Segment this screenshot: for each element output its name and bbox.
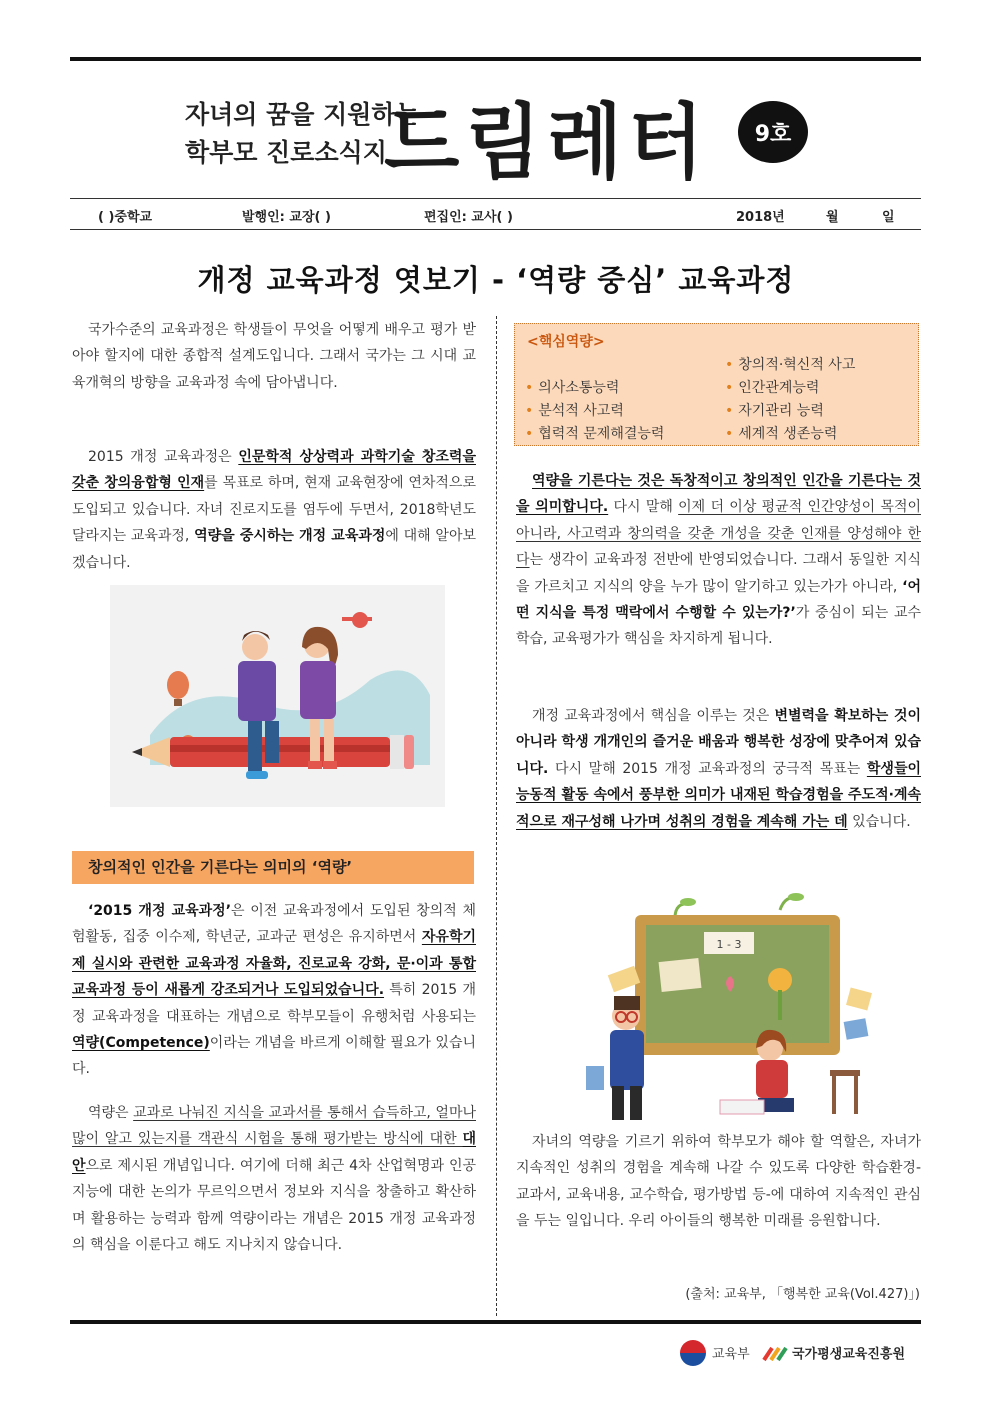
right-paragraph-2: 개정 교육과정에서 핵심을 이루는 것은 변별력을 확보하는 것이 아니라 학생 개개인의 즐거운 배움과 행복한 성장에 맞추어져 있습니다. 다시 말해 2015 개정 교육과정의 궁극적 목표는 학생들이 능동적 활동 속에서 풍부한 의미가 내재된 학습경험을 주도적·계속적으로 재구성해 나가며 성취의 경험을 계속해 가는 데 있습니다. bbox=[516, 708, 921, 830]
core-item-global-survival: • 세계적 생존능력 bbox=[725, 426, 838, 442]
tagline-line-1: 자녀의 꿈을 지원하는 bbox=[185, 100, 420, 129]
footer-logos bbox=[680, 1340, 920, 1366]
students-on-pencil-illustration bbox=[110, 585, 445, 807]
core-item-creative-thinking: • 창의적·혁신적 사고 bbox=[725, 357, 856, 373]
bottom-rule bbox=[70, 1320, 921, 1324]
left-paragraph-4: 역량은 교과로 나눠진 지식을 교과서를 통해서 습득하고, 얼마나 많이 알고 있는지를 객관식 시험을 통해 평가받는 방식에 대한 대안으로 제시된 개념입니다. 여기에 더해 최근 4차 산업혁명과 인공지능에 대한 논의가 무르익으면서 정보와 지식을 창출하고 확산하며 활용하는 능력과 함께 역량이라는 개념은 2015 개정 교육과정의 핵심을 이룬다고 해도 지나치지 않습니다. bbox=[72, 1105, 476, 1254]
issue-badge: 9호 bbox=[738, 101, 808, 163]
core-item-analytical-thinking: • 분석적 사고력 bbox=[525, 403, 624, 419]
column-divider bbox=[496, 316, 497, 1316]
article-title: 개정 교육과정 엿보기 - ‘역량 중심’ 교육과정 bbox=[197, 263, 795, 297]
moe-name: 교육부 bbox=[712, 1347, 750, 1362]
school-field: ( )중학교 bbox=[98, 210, 153, 225]
day-field: 일 bbox=[882, 210, 895, 225]
info-bar-top-rule bbox=[70, 198, 921, 199]
section-heading-competence: 창의적인 인간을 기른다는 의미의 ‘역량’ bbox=[72, 851, 474, 884]
right-paragraph-1: 역량을 기른다는 것은 독창적이고 창의적인 인간을 기른다는 것을 의미합니다. 다시 말해 이제 더 이상 평균적 인간양성이 목적이 아니라, 사고력과 창의력을 갖춘 개성을 갖춘 인재를 양성해야 한다는 생각이 교육과정 전반에 반영되었습니다. 그래서 동일한 지식을 가르치고 지식의 양을 누가 많이 알기하고 있는가가 아니라, ‘어떤 지식을 특정 맥락에서 수행할 수 있는가?’가 중심이 되는 교수학습, 교육평가가 핵심을 차지하게 됩니다. bbox=[516, 473, 922, 648]
nile-logo-icon bbox=[762, 1344, 788, 1362]
core-competencies-title: <핵심역량> bbox=[527, 334, 605, 350]
left-paragraph-3: ‘2015 개정 교육과정’은 이전 교육과정에서 도입된 창의적 체험활동, 집중 이수제, 학년군, 교과군 편성은 유지하면서 자유학기제 실시와 관련한 교육과정 자율화, 진로교육 강화, 문·이과 통합 교육과정 등이 새롭게 강조되거나 도입되었습니다. 특히 2015 개정 교육과정을 대표하는 개념으로 학부모들이 유행처럼 사용되는 역량(Competence)이라는 개념을 바르게 이해할 필요가 있습니다. bbox=[72, 903, 476, 1078]
classroom-board-illustration bbox=[580, 890, 880, 1125]
moe-emblem-icon bbox=[680, 1340, 706, 1366]
publisher-field: 발행인: 교장( ) bbox=[242, 210, 331, 225]
source-citation: (출처: 교육부, 「행복한 교육(Vol.427)」) bbox=[685, 1287, 920, 1302]
publication-info-bar bbox=[70, 200, 921, 228]
core-item-self-management: • 자기관리 능력 bbox=[725, 403, 824, 419]
core-item-relationships: • 인간관계능력 bbox=[725, 380, 820, 396]
year-field: 2018년 bbox=[736, 210, 785, 225]
editor-field: 편집인: 교사( ) bbox=[424, 210, 513, 225]
left-paragraph-1: 국가수준의 교육과정은 학생들이 무엇을 어떻게 배우고 평가 받아야 할지에 대한 종합적 설계도입니다. 그래서 국가는 그 시대 교육개혁의 방향을 교육과정 속에 담아냅니다. bbox=[72, 322, 476, 391]
tagline-line-2: 학부모 진로소식지 bbox=[185, 138, 387, 167]
core-item-collaboration: • 협력적 문제해결능력 bbox=[525, 426, 665, 442]
right-paragraph-3: 자녀의 역량을 기르기 위하여 학부모가 해야 할 역할은, 자녀가 지속적인 성취의 경험을 계속해 나갈 수 있도록 다양한 학습환경-교과서, 교육내용, 교수학습, 평가방법 등-에 대하여 지속적인 관심을 두는 일입니다. 우리 아이들의 행복한 미래를 응원합니다. bbox=[516, 1134, 921, 1230]
info-bar-bottom-rule bbox=[70, 229, 921, 230]
core-item-communication: • 의사소통능력 bbox=[525, 380, 620, 396]
board-label: 1 - 3 bbox=[716, 938, 742, 951]
month-field: 월 bbox=[826, 210, 839, 225]
top-rule bbox=[70, 57, 921, 61]
newsletter-brand: 드림레터 bbox=[384, 95, 710, 191]
nile-name: 국가평생교육진흥원 bbox=[792, 1347, 906, 1362]
core-competencies-box bbox=[514, 323, 919, 446]
left-paragraph-2: 2015 개정 교육과정은 인문학적 상상력과 과학기술 창조력을 갖춘 창의융합형 인재를 목표로 하며, 현재 교육현장에 연차적으로 도입되고 있습니다. 자녀 진로지도를 염두에 두면서, 2018학년도 달라지는 교육과정, 역량을 중시하는 개정 교육과정에 대해 알아보겠습니다. bbox=[72, 449, 476, 571]
